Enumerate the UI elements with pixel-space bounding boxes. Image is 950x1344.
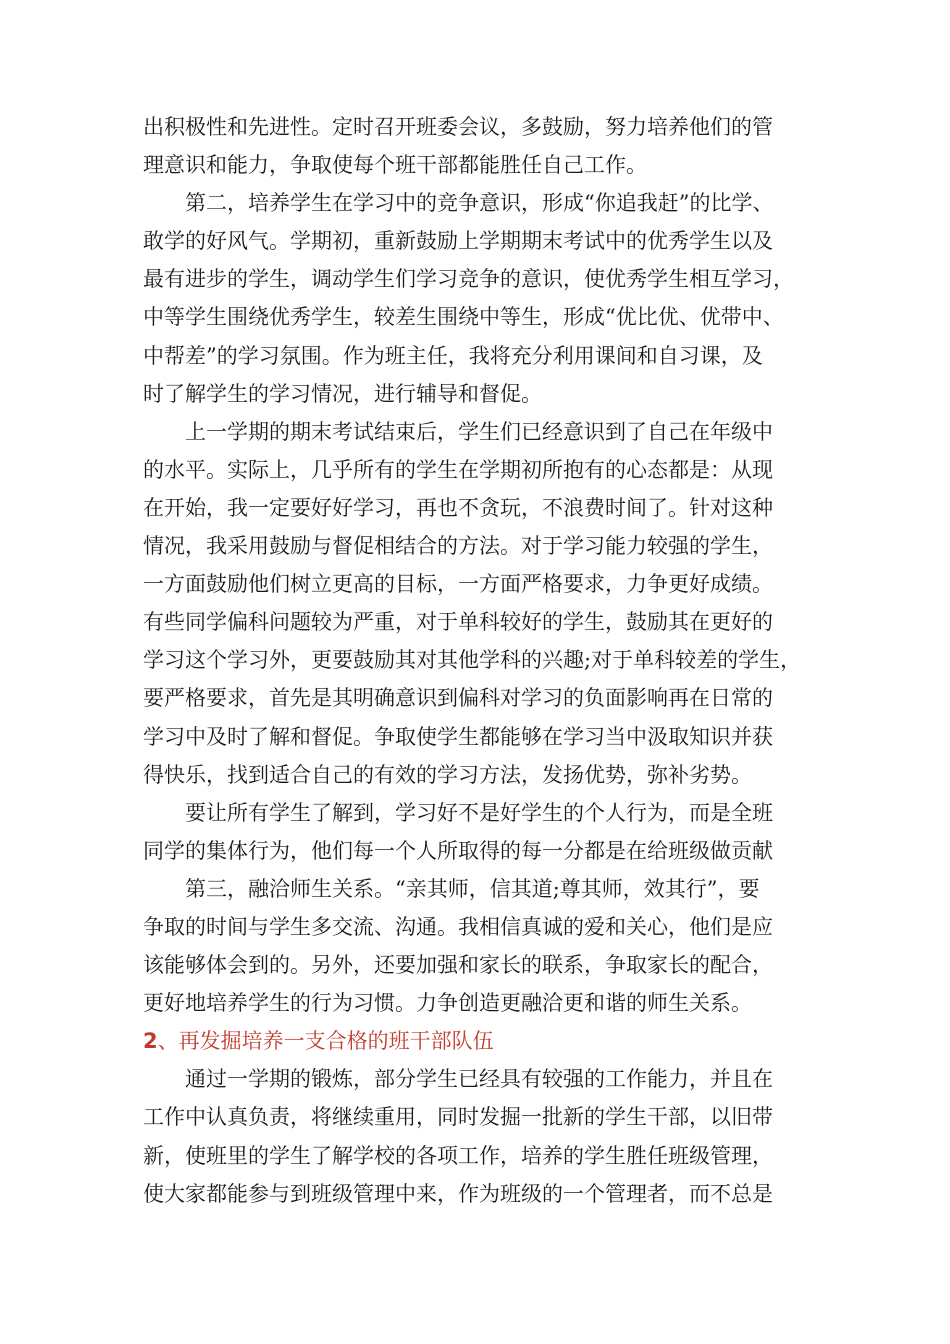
document-body [143, 108, 823, 1213]
text-line: 使大家都能参与到班级管理中来，作为班级的一个管理者，而不总是 [143, 1181, 773, 1206]
text-line: 得快乐，找到适合自己的有效的学习方法，发扬优势，弥补劣势。 [143, 762, 752, 787]
text-line: 学习这个学习外，更要鼓励其对其他学科的兴趣;对于单科较差的学生， [143, 648, 802, 673]
section-heading-number: 2 [143, 1029, 158, 1054]
paragraph-third-point [143, 870, 823, 1022]
text-line: 敢学的好风气。学期初，重新鼓励上学期期末考试中的优秀学生以及 [143, 229, 773, 254]
text-line: 时了解学生的学习情况，进行辅导和督促。 [143, 381, 542, 406]
paragraph-second-point [143, 184, 823, 413]
text-line: 要让所有学生了解到，学习好不是好学生的个人行为，而是全班 [185, 800, 773, 825]
paragraph-continuation [143, 108, 823, 184]
text-line: 有些同学偏科问题较为严重，对于单科较好的学生，鼓励其在更好的 [143, 610, 773, 635]
text-line: 争取的时间与学生多交流、沟通。我相信真诚的爱和关心，他们是应 [143, 914, 773, 939]
text-line: 更好地培养学生的行为习惯。力争创造更融洽更和谐的师生关系。 [143, 991, 752, 1016]
section-heading [143, 1022, 823, 1060]
text-line: 在开始，我一定要好好学习，再也不贪玩，不浪费时间了。针对这种 [143, 495, 773, 520]
text-line: 该能够体会到的。另外，还要加强和家长的联系，争取家长的配合， [143, 953, 773, 978]
text-line: 第三，融洽师生关系。“亲其师，信其道;尊其师，效其行”，要 [185, 876, 760, 901]
text-line: 出积极性和先进性。定时召开班委会议，多鼓励，努力培养他们的管 [143, 115, 773, 139]
text-line: 的水平。实际上，几乎所有的学生在学期初所抱有的心态都是：从现 [143, 457, 773, 482]
text-line: 工作中认真负责，将继续重用，同时发掘一批新的学生干部，以旧带 [143, 1105, 773, 1130]
paragraph-cadre [143, 1060, 823, 1212]
paragraph-collective [143, 794, 823, 870]
text-line: 理意识和能力，争取使每个班干部都能胜任自己工作。 [143, 153, 647, 178]
text-line: 要严格要求，首先是其明确意识到偏科对学习的负面影响再在日常的 [143, 686, 773, 711]
text-line: 上一学期的期末考试结束后，学生们已经意识到了自己在年级中 [185, 419, 773, 444]
text-line: 同学的集体行为，他们每一个人所取得的每一分都是在给班级做贡献 [143, 838, 773, 863]
text-line: 第二，培养学生在学习中的竞争意识，形成“你追我赶”的比学、 [185, 191, 774, 216]
text-line: 最有进步的学生，调动学生们学习竞争的意识，使优秀学生相互学习， [143, 267, 794, 292]
section-heading-line [143, 1022, 823, 1060]
paragraph-last-term [143, 413, 823, 794]
text-line: 中等学生围绕优秀学生，较差生围绕中等生，形成“优比优、优带中、 [143, 305, 784, 330]
section-heading-text: 、再发掘培养一支合格的班干部队伍 [157, 1029, 494, 1054]
text-line: 一方面鼓励他们树立更高的目标，一方面严格要求，力争更好成绩。 [143, 572, 773, 597]
text-line: 学习中及时了解和督促。争取使学生都能够在学习当中汲取知识并获 [143, 724, 773, 749]
text-line: 情况，我采用鼓励与督促相结合的方法。对于学习能力较强的学生， [143, 534, 773, 559]
text-line: 中帮差”的学习氛围。作为班主任，我将充分利用课间和自习课，及 [143, 343, 763, 368]
text-line: 新，使班里的学生了解学校的各项工作，培养的学生胜任班级管理， [143, 1143, 773, 1168]
text-line: 通过一学期的锻炼，部分学生已经具有较强的工作能力，并且在 [185, 1067, 773, 1092]
